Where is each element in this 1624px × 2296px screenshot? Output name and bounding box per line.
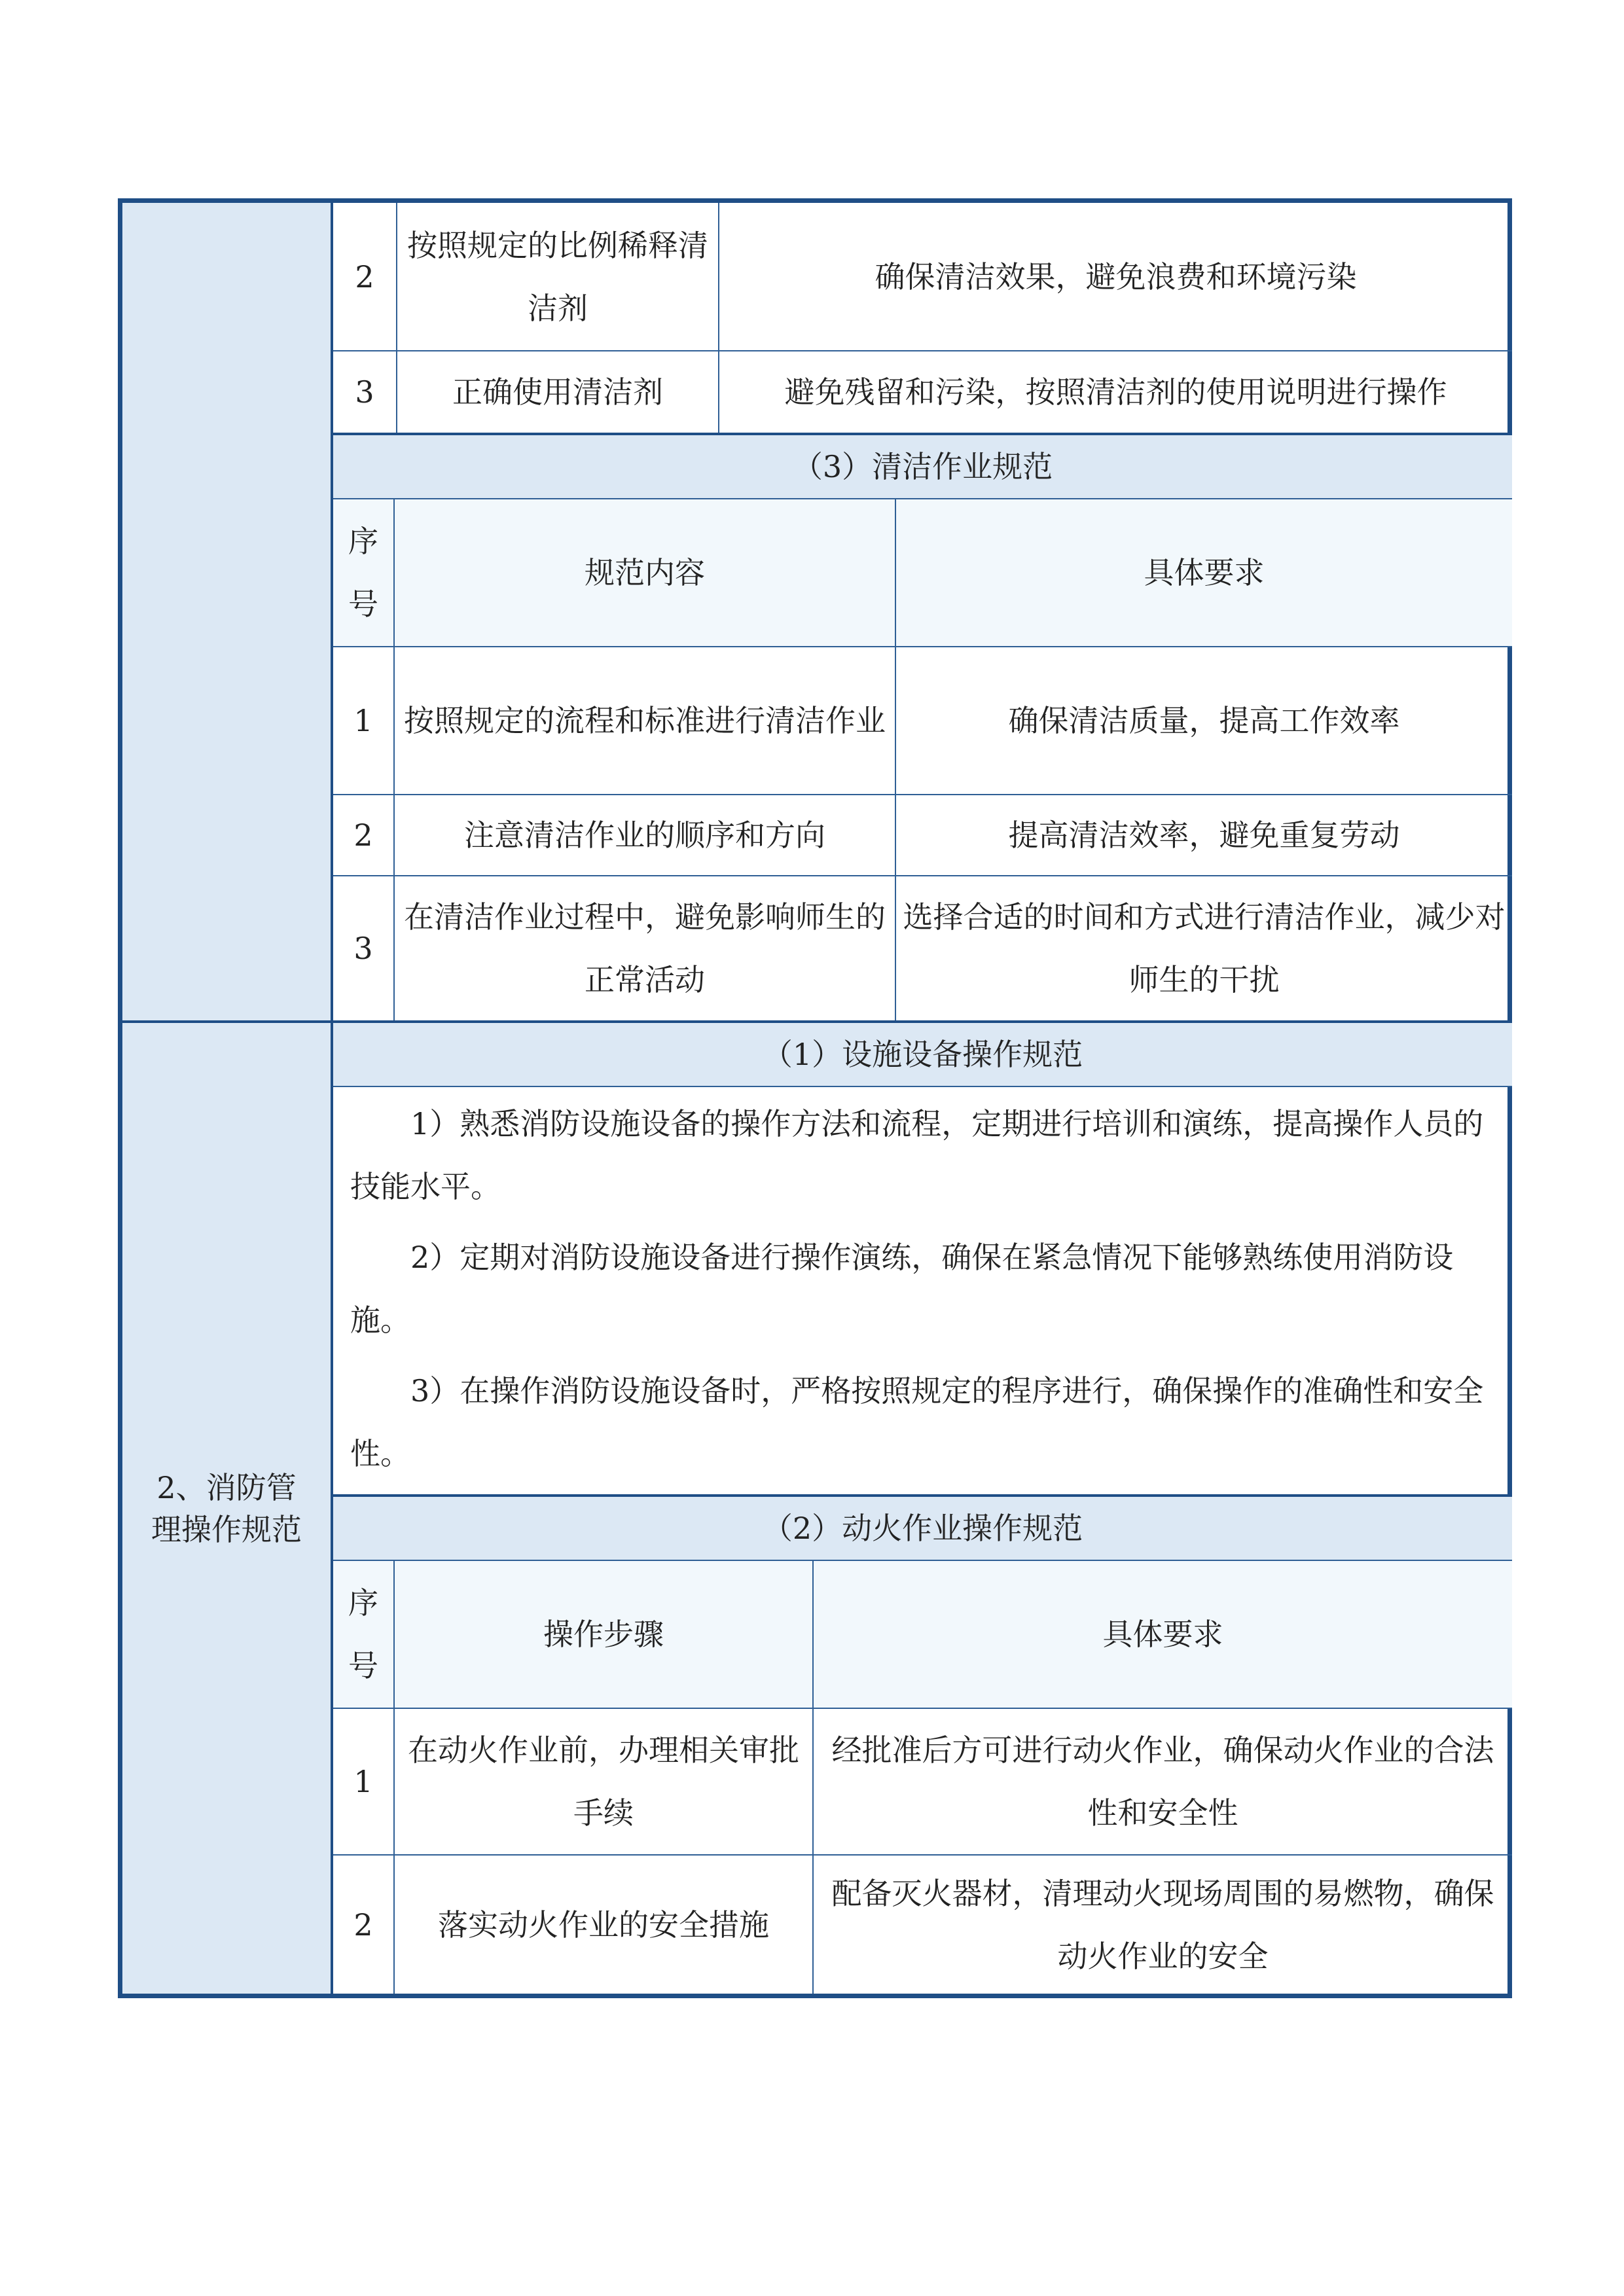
row-content: 注意清洁作业的顺序和方向 <box>464 817 825 853</box>
row-requirement: 配备灭火器材，清理动火现场周围的易燃物，确保动火作业的安全 <box>831 1875 1494 1974</box>
row-content: 按照规定的流程和标准进行清洁作业 <box>404 703 886 738</box>
document-table-frame <box>118 198 1512 1998</box>
row-requirement: 选择合适的时间和方式进行清洁作业，减少对师生的干扰 <box>903 899 1506 997</box>
row-num: 2 <box>353 1907 373 1943</box>
header-num: 序号 <box>348 524 378 622</box>
row-requirement: 经批准后方可进行动火作业，确保动火作业的合法性和安全性 <box>831 1732 1494 1831</box>
row-num: 2 <box>355 259 374 295</box>
header-content: 操作步骤 <box>543 1617 664 1652</box>
row-num: 1 <box>353 703 373 738</box>
equipment-title: （1）设施设备操作规范 <box>762 1037 1083 1072</box>
equipment-item: 1）熟悉消防设施设备的操作方法和流程，定期进行培训和演练，提高操作人员的技能水平。 <box>350 1106 1484 1204</box>
row-requirement: 提高清洁效率，避免重复劳动 <box>1008 817 1400 853</box>
row-num: 1 <box>353 1764 373 1799</box>
hotwork-title: （2）动火作业操作规范 <box>762 1511 1083 1546</box>
equipment-item: 3）在操作消防设施设备时，严格按照规定的程序进行，确保操作的准确性和安全性。 <box>350 1373 1484 1471</box>
equipment-item: 2）定期对消防设施设备进行操作演练，确保在紧急情况下能够熟练使用消防设施。 <box>350 1240 1454 1338</box>
cleaning-ops-title: （3）清洁作业规范 <box>792 449 1053 484</box>
equipment-paragraphs <box>333 1087 1512 1494</box>
row-requirement: 避免残留和污染，按照清洁剂的使用说明进行操作 <box>784 374 1447 410</box>
row-content: 在清洁作业过程中，避免影响师生的正常活动 <box>404 899 886 997</box>
row-num: 3 <box>353 931 373 966</box>
fire-section-label: 2、消防管理操作规范 <box>151 1469 302 1547</box>
header-requirement: 具体要求 <box>1102 1617 1223 1652</box>
row-num: 2 <box>353 817 373 853</box>
header-num: 序号 <box>348 1585 378 1683</box>
row-requirement: 确保清洁质量，提高工作效率 <box>1008 703 1400 738</box>
row-num: 3 <box>355 374 374 410</box>
row-content: 正确使用清洁剂 <box>452 374 663 410</box>
row-content: 按照规定的比例稀释清洁剂 <box>407 227 708 326</box>
header-content: 规范内容 <box>585 555 705 590</box>
header-requirement: 具体要求 <box>1144 555 1265 590</box>
row-content: 在动火作业前，办理相关审批手续 <box>408 1732 799 1831</box>
row-requirement: 确保清洁效果，避免浪费和环境污染 <box>875 259 1357 295</box>
row-content: 落实动火作业的安全措施 <box>438 1907 769 1943</box>
